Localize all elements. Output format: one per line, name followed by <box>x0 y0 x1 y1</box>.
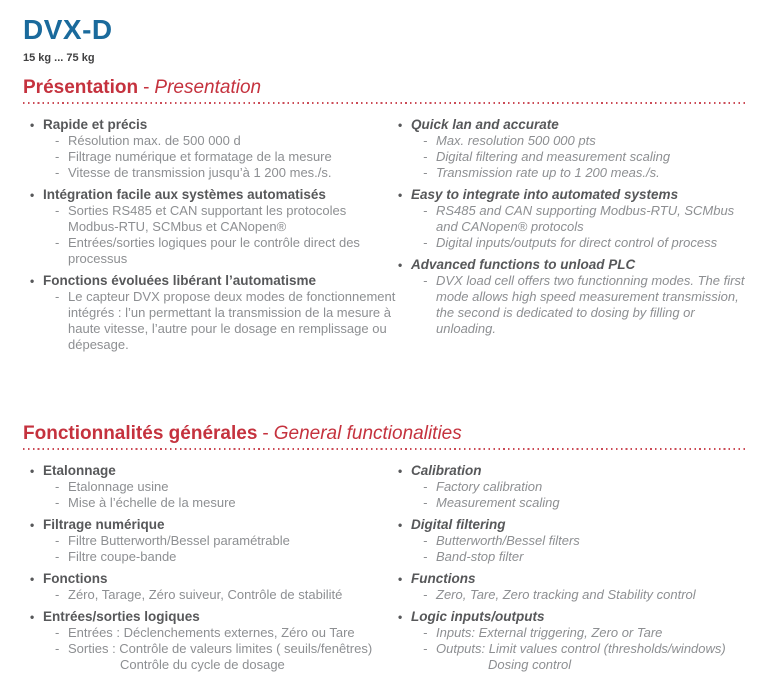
bullet-icon: • <box>30 118 35 132</box>
bullet-item <box>30 463 398 511</box>
dash-icon: - <box>423 479 428 494</box>
dash-icon: - <box>423 625 428 640</box>
feature-detail-text: Résolution max. de 500 000 d <box>68 133 241 148</box>
dash-icon: - <box>55 203 60 218</box>
dash-icon: - <box>423 273 428 288</box>
feature-detail-text: Butterworth/Bessel filters <box>436 533 580 548</box>
dash-icon: - <box>423 133 428 148</box>
dash-icon: - <box>423 549 428 564</box>
french-column <box>30 463 398 679</box>
feature-detail <box>398 203 745 235</box>
dash-icon: - <box>423 587 428 602</box>
feature-detail <box>398 549 745 565</box>
two-column-content <box>23 463 745 679</box>
feature-detail <box>30 203 398 235</box>
bullet-item <box>398 187 745 251</box>
feature-detail-text: Digital filtering and measurement scaling <box>436 149 671 164</box>
section-heading-fr: Présentation <box>23 77 139 98</box>
feature-detail <box>398 479 745 495</box>
dash-icon: - <box>423 641 428 656</box>
feature-title: Advanced functions to unload PLC <box>411 257 636 272</box>
bullet-item <box>398 257 745 337</box>
section-heading <box>23 423 745 445</box>
dash-icon: - <box>55 133 60 148</box>
feature-title-row <box>30 463 398 479</box>
bullet-icon: • <box>30 274 35 288</box>
section-heading-en: Presentation <box>154 77 262 98</box>
dash-icon: - <box>423 533 428 548</box>
dotted-rule <box>23 102 745 104</box>
feature-title: Rapide et précis <box>43 117 148 132</box>
feature-title-row <box>30 187 398 203</box>
bullet-icon: • <box>30 572 35 586</box>
feature-detail-text: Filtre Butterworth/Bessel paramétrable <box>68 533 290 548</box>
feature-title-row <box>398 463 745 479</box>
feature-title: Logic inputs/outputs <box>411 609 545 624</box>
heading-separator: - <box>143 77 150 98</box>
feature-detail-text: Entrées/sorties logiques pour le contrôle direct des processus <box>68 235 360 266</box>
feature-detail-text: Factory calibration <box>436 479 543 494</box>
feature-detail <box>30 235 398 267</box>
feature-detail-text: Mise à l’échelle de la mesure <box>68 495 236 510</box>
dash-icon: - <box>55 479 60 494</box>
feature-title-row <box>30 609 398 625</box>
feature-detail <box>398 587 745 603</box>
feature-detail <box>30 133 398 149</box>
page-title: DVX-D <box>23 14 113 45</box>
feature-detail-text: Etalonnage usine <box>68 479 169 494</box>
feature-detail-text: Outputs: Limit values control (thresholds/windows) <box>436 641 726 656</box>
bullet-item <box>30 609 398 673</box>
feature-title-row <box>398 117 745 133</box>
feature-detail-text: Inputs: External triggering, Zero or Tare <box>436 625 663 640</box>
dash-icon: - <box>55 495 60 510</box>
dash-icon: - <box>55 149 60 164</box>
bullet-item <box>398 517 745 565</box>
feature-detail-continuation: Dosing control <box>488 657 572 672</box>
feature-title: Calibration <box>411 463 482 478</box>
bullet-icon: • <box>398 572 403 586</box>
feature-detail <box>30 587 398 603</box>
bullet-icon: • <box>30 610 35 624</box>
dash-icon: - <box>423 165 428 180</box>
dash-icon: - <box>423 203 428 218</box>
bullet-item <box>30 571 398 603</box>
section-heading-en: General functionalities <box>273 423 462 444</box>
feature-detail-text: Transmission rate up to 1 200 meas./s. <box>436 165 660 180</box>
feature-title-row <box>30 571 398 587</box>
feature-detail <box>398 495 745 511</box>
heading-separator: - <box>262 423 269 444</box>
dash-icon: - <box>423 495 428 510</box>
feature-title: Fonctions évoluées libérant l’automatisme <box>43 273 317 288</box>
feature-detail <box>30 495 398 511</box>
feature-title-row <box>398 187 745 203</box>
feature-detail-text: Filtre coupe-bande <box>68 549 177 564</box>
dash-icon: - <box>55 587 60 602</box>
feature-detail-text: Vitesse de transmission jusqu’à 1 200 mes./s. <box>68 165 332 180</box>
feature-title: Functions <box>411 571 476 586</box>
dash-icon: - <box>423 149 428 164</box>
bullet-item <box>398 117 745 181</box>
feature-title-row <box>398 517 745 533</box>
feature-detail-text: Sorties RS485 et CAN supportant les protocoles Modbus-RTU, SCMbus et CANopen® <box>68 203 347 234</box>
feature-detail <box>30 289 398 353</box>
bullet-icon: • <box>30 518 35 532</box>
feature-detail <box>398 625 745 641</box>
feature-detail-text: DVX load cell offers two functionning modes. The first mode allows high speed measurement transmission, the second is dedicated to dosing by filling or unloading. <box>436 273 745 336</box>
feature-detail-text: Filtrage numérique et formatage de la mesure <box>68 149 332 164</box>
feature-detail-text: Entrées : Déclenchements externes, Zéro ou Tare <box>68 625 355 640</box>
dash-icon: - <box>55 641 60 656</box>
bullet-icon: • <box>30 464 35 478</box>
dash-icon: - <box>55 549 60 564</box>
feature-title: Entrées/sorties logiques <box>43 609 200 624</box>
bullet-icon: • <box>398 610 403 624</box>
section-heading <box>23 77 745 99</box>
feature-detail <box>398 235 745 251</box>
bullet-icon: • <box>398 464 403 478</box>
feature-title-row <box>30 517 398 533</box>
feature-detail-text: RS485 and CAN supporting Modbus-RTU, SCMbus and CANopen® protocols <box>436 203 735 234</box>
feature-detail-text: Zero, Tare, Zero tracking and Stability control <box>436 587 696 602</box>
feature-title-row <box>398 571 745 587</box>
english-column <box>398 117 745 359</box>
feature-detail <box>30 549 398 565</box>
feature-title-row <box>30 273 398 289</box>
dash-icon: - <box>55 533 60 548</box>
feature-detail <box>30 479 398 495</box>
bullet-icon: • <box>398 518 403 532</box>
feature-title: Fonctions <box>43 571 108 586</box>
feature-title-row <box>398 609 745 625</box>
bullet-item <box>398 463 745 511</box>
capacity-range: 15 kg ... 75 kg <box>23 52 95 64</box>
bullet-icon: • <box>30 188 35 202</box>
section-presentation <box>23 77 745 359</box>
feature-detail-text: Digital inputs/outputs for direct control of process <box>436 235 718 250</box>
feature-title: Filtrage numérique <box>43 517 165 532</box>
feature-title: Intégration facile aux systèmes automatisés <box>43 187 326 202</box>
feature-detail-text: Le capteur DVX propose deux modes de fonctionnement intégrés : l’un permettant la transmission de la mesure à haute vitesse, l’autre pour le dosage en remplissage ou dépesage. <box>68 289 396 352</box>
feature-detail <box>398 133 745 149</box>
feature-title-row <box>398 257 745 273</box>
dash-icon: - <box>55 625 60 640</box>
bullet-item <box>30 187 398 267</box>
dash-icon: - <box>55 289 60 304</box>
bullet-icon: • <box>398 258 403 272</box>
dash-icon: - <box>55 165 60 180</box>
bullet-item <box>30 517 398 565</box>
dotted-rule <box>23 448 745 450</box>
feature-title: Digital filtering <box>411 517 506 532</box>
dash-icon: - <box>55 235 60 250</box>
section-heading-fr: Fonctionnalités générales <box>23 423 258 444</box>
english-column <box>398 463 745 679</box>
bullet-icon: • <box>398 188 403 202</box>
feature-title: Etalonnage <box>43 463 116 478</box>
bullet-item <box>398 609 745 673</box>
feature-detail <box>398 149 745 165</box>
feature-detail-continuation: Contrôle du cycle de dosage <box>120 657 285 672</box>
feature-detail-text: Sorties : Contrôle de valeurs limites ( seuils/fenêtres) <box>68 641 373 656</box>
french-column <box>30 117 398 359</box>
dash-icon: - <box>423 235 428 250</box>
two-column-content <box>23 117 745 359</box>
feature-title: Easy to integrate into automated systems <box>411 187 679 202</box>
bullet-item <box>398 571 745 603</box>
bullet-item <box>30 273 398 353</box>
feature-detail <box>398 273 745 337</box>
feature-detail <box>30 641 398 657</box>
feature-detail-text: Band-stop filter <box>436 549 524 564</box>
feature-detail <box>30 149 398 165</box>
feature-detail-text: Zéro, Tarage, Zéro suiveur, Contrôle de stabilité <box>68 587 343 602</box>
feature-detail-text: Max. resolution 500 000 pts <box>436 133 596 148</box>
feature-detail <box>30 165 398 181</box>
section-general-functionalities <box>23 423 745 679</box>
feature-detail <box>398 533 745 549</box>
feature-detail <box>398 165 745 181</box>
bullet-item <box>30 117 398 181</box>
feature-detail <box>30 533 398 549</box>
feature-title: Quick lan and accurate <box>411 117 559 132</box>
bullet-icon: • <box>398 118 403 132</box>
feature-detail-text: Measurement scaling <box>436 495 560 510</box>
feature-title-row <box>30 117 398 133</box>
feature-detail <box>30 625 398 641</box>
feature-detail <box>398 641 745 657</box>
